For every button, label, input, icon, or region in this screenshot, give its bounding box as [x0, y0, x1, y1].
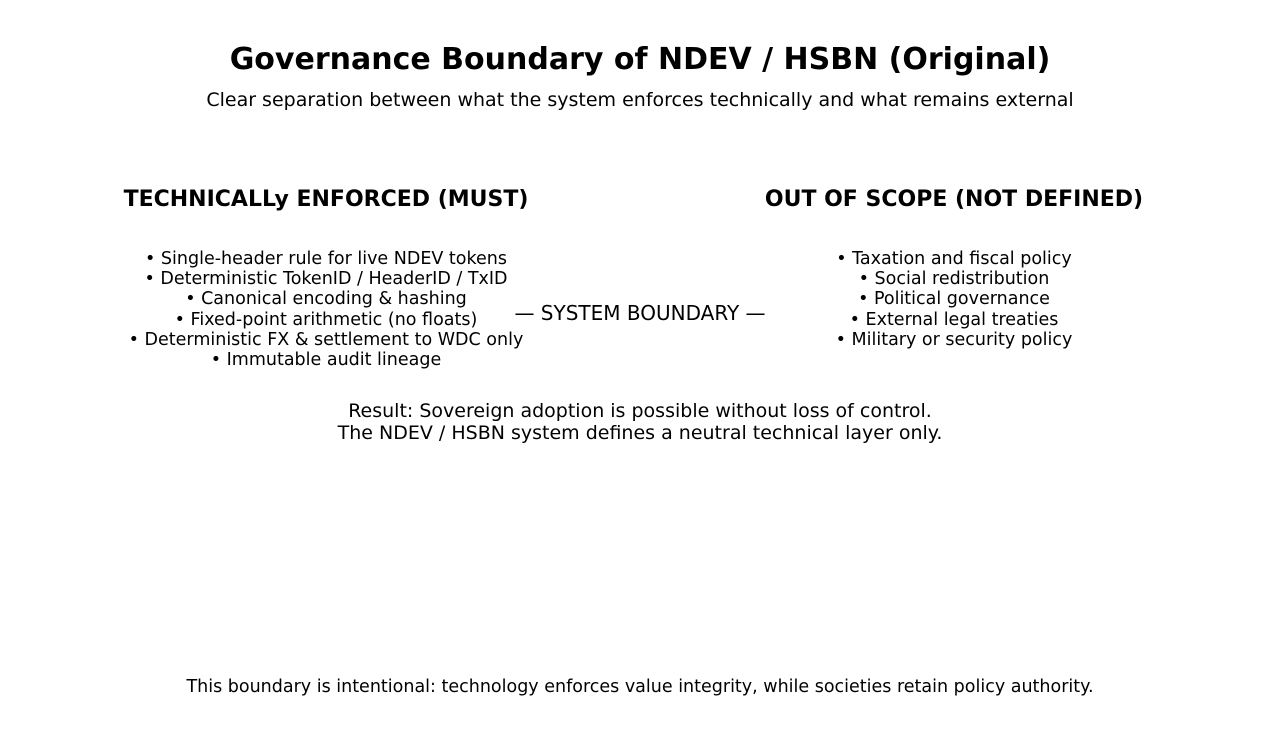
system-boundary-label: — SYSTEM BOUNDARY —	[514, 301, 766, 325]
page-subtitle: Clear separation between what the system enforces technically and what remains external	[206, 89, 1074, 111]
enforced-item: • Fixed-point arithmetic (no floats)	[174, 309, 478, 330]
out-of-scope-item: • External legal treaties	[849, 309, 1059, 330]
result-line-1: Result: Sovereign adoption is possible without loss of control.	[348, 400, 932, 422]
result-statement	[0, 400, 1280, 444]
enforced-heading: TECHNICALLy ENFORCED (MUST)	[123, 187, 529, 212]
out-of-scope-item: • Military or security policy	[835, 329, 1073, 350]
enforced-item: • Immutable audit lineage	[210, 350, 442, 371]
out-of-scope-item: • Political governance	[858, 289, 1050, 310]
out-of-scope-item: • Social redistribution	[858, 269, 1050, 290]
enforced-item: • Deterministic FX & settlement to WDC only	[128, 329, 524, 350]
out-of-scope-heading: OUT OF SCOPE (NOT DEFINED)	[764, 187, 1144, 212]
page-title: Governance Boundary of NDEV / HSBN (Original)	[229, 42, 1051, 77]
result-line-2: The NDEV / HSBN system defines a neutral technical layer only.	[337, 422, 943, 444]
enforced-item: • Single-header rule for live NDEV tokens	[145, 249, 507, 269]
out-of-scope-list	[654, 249, 1254, 350]
footer-note: This boundary is intentional: technology enforces value integrity, while societies retain policy authority.	[186, 677, 1094, 697]
enforced-item: • Deterministic TokenID / HeaderID / TxID	[144, 269, 508, 290]
enforced-item: • Canonical encoding & hashing	[185, 289, 467, 310]
out-of-scope-item: • Taxation and fiscal policy	[836, 249, 1072, 269]
